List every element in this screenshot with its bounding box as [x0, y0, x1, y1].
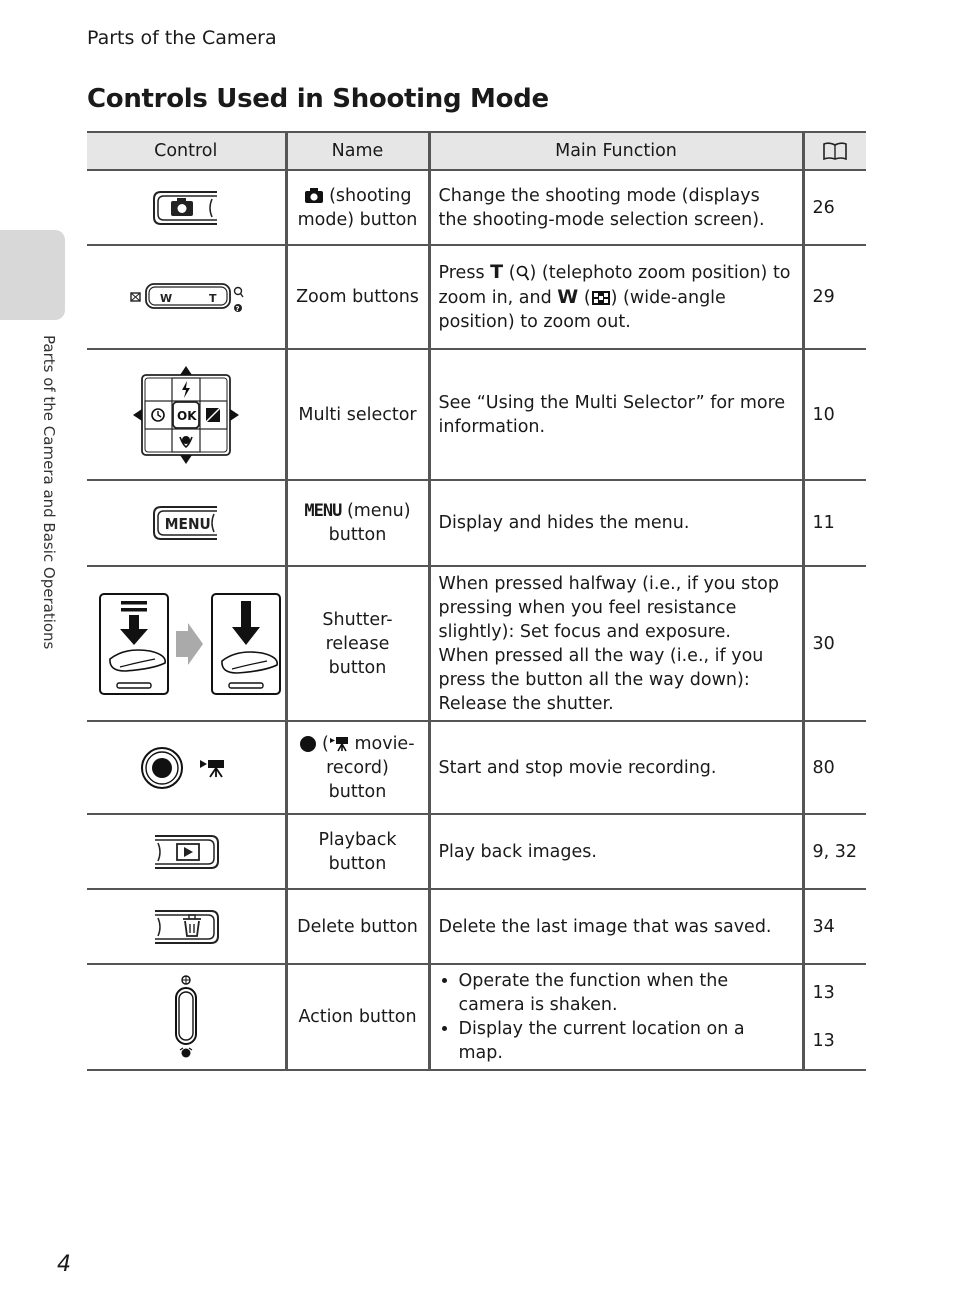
name-cell: [286, 721, 429, 814]
control-cell: [87, 964, 286, 1070]
function-text: Start and stop movie recording.: [429, 721, 803, 814]
control-name: Multi selector: [298, 404, 417, 425]
wide-w-glyph: W: [557, 286, 579, 308]
function-text: Change the shooting mode (displays the shooting-mode selection screen).: [429, 170, 803, 245]
table-header-row: [87, 132, 866, 170]
svg-text:OK: OK: [176, 408, 197, 423]
header-control: Control: [87, 132, 286, 170]
page-reference: 34: [803, 889, 866, 964]
control-cell: [87, 245, 286, 349]
record-dot-icon: [300, 736, 316, 752]
control-name: (menu) button: [328, 501, 411, 545]
book-reference-icon: [822, 141, 848, 161]
page-reference: 29: [803, 245, 866, 349]
function-text: ) (telephoto zoom position) to zoom in, and: [438, 263, 791, 308]
function-bullet-list: [439, 969, 794, 1065]
table-row: [87, 566, 866, 721]
name-cell: [286, 889, 429, 964]
wide-angle-thumbnail-icon: [591, 290, 611, 306]
control-cell: [87, 889, 286, 964]
control-cell: [87, 349, 286, 480]
svg-text:T: T: [208, 292, 217, 305]
function-cell: [429, 964, 803, 1070]
shutter-release-icon: [95, 589, 285, 699]
menu-button-icon: [151, 503, 221, 543]
page-reference-1: 13: [812, 983, 835, 1003]
header-page-reference: [803, 132, 866, 170]
name-text: (: [322, 733, 329, 754]
svg-text:W: W: [159, 292, 172, 305]
page-reference: 10: [803, 349, 866, 480]
control-cell: [87, 480, 286, 566]
chapter-tab: [0, 230, 65, 320]
list-item: • Operate the function when the camera is shaken.: [459, 969, 794, 1017]
running-head: Parts of the Camera: [87, 27, 277, 49]
page-reference: 80: [803, 721, 866, 814]
table-row: [87, 814, 866, 889]
camera-icon: [304, 187, 324, 204]
control-name: movie-record) button: [326, 733, 415, 802]
table-row: [87, 480, 866, 566]
page-reference: 26: [803, 170, 866, 245]
function-cell: [429, 245, 803, 349]
delete-button-icon: [151, 905, 221, 949]
control-cell: [87, 814, 286, 889]
svg-text:MENU: MENU: [164, 516, 211, 534]
function-text: Delete the last image that was saved.: [429, 889, 803, 964]
page-reference-2: 13: [812, 1031, 835, 1051]
control-name: Playback button: [318, 829, 397, 874]
table-row: [87, 170, 866, 245]
function-text: (: [583, 288, 591, 308]
control-cell: [87, 566, 286, 721]
control-name: Shutter-release button: [322, 609, 393, 678]
control-cell: [87, 721, 286, 814]
action-button-icon: [171, 974, 201, 1060]
name-cell: [286, 170, 429, 245]
shooting-mode-button-icon: [151, 188, 221, 228]
name-cell: [286, 349, 429, 480]
name-cell: [286, 480, 429, 566]
table-row: [87, 964, 866, 1070]
control-cell: [87, 170, 286, 245]
tele-t-glyph: T: [490, 261, 504, 283]
function-text: Play back images.: [429, 814, 803, 889]
function-text: Display and hides the menu.: [429, 480, 803, 566]
name-cell: [286, 814, 429, 889]
table-row: [87, 889, 866, 964]
page-reference: 9, 32: [803, 814, 866, 889]
name-cell: [286, 566, 429, 721]
table-row: [87, 721, 866, 814]
list-item: • Display the current location on a map.: [459, 1017, 794, 1065]
menu-glyph: MENU: [304, 501, 342, 521]
header-main-function: Main Function: [429, 132, 803, 170]
controls-table: [87, 131, 866, 1071]
multi-selector-icon: [132, 365, 240, 465]
control-name: (shooting mode) button: [297, 185, 418, 230]
name-cell: [286, 245, 429, 349]
control-name: Action button: [298, 1007, 417, 1027]
page-title: Controls Used in Shooting Mode: [87, 84, 549, 114]
page-reference: [803, 964, 866, 1070]
playback-button-icon: [151, 832, 221, 872]
name-cell: [286, 964, 429, 1070]
header-name: Name: [286, 132, 429, 170]
svg-text:?: ?: [235, 305, 240, 313]
function-text: When pressed halfway (i.e., if you stop pressing when you feel resistance slightly): Set focus and exposure. When pressed all the way (i.e., if you press the button all the way down): Release the shutter.: [429, 566, 803, 721]
zoom-control-icon: [126, 279, 246, 315]
function-text: Press: [438, 263, 485, 283]
page-reference: 11: [803, 480, 866, 566]
telephoto-zoom-icon: [516, 265, 530, 282]
function-text: See “Using the Multi Selector” for more information.: [429, 349, 803, 480]
page-reference: 30: [803, 566, 866, 721]
movie-icon: [329, 735, 349, 752]
control-name: Delete button: [297, 916, 418, 937]
function-text: ) (wide-angle position) to zoom out.: [438, 288, 726, 332]
movie-record-button-icon: [136, 743, 236, 793]
function-text: (: [508, 263, 516, 283]
table-row: [87, 349, 866, 480]
chapter-side-label: Parts of the Camera and Basic Operations: [40, 335, 58, 650]
page-number: 4: [57, 1252, 71, 1277]
table-row: [87, 245, 866, 349]
control-name: Zoom buttons: [296, 287, 419, 307]
